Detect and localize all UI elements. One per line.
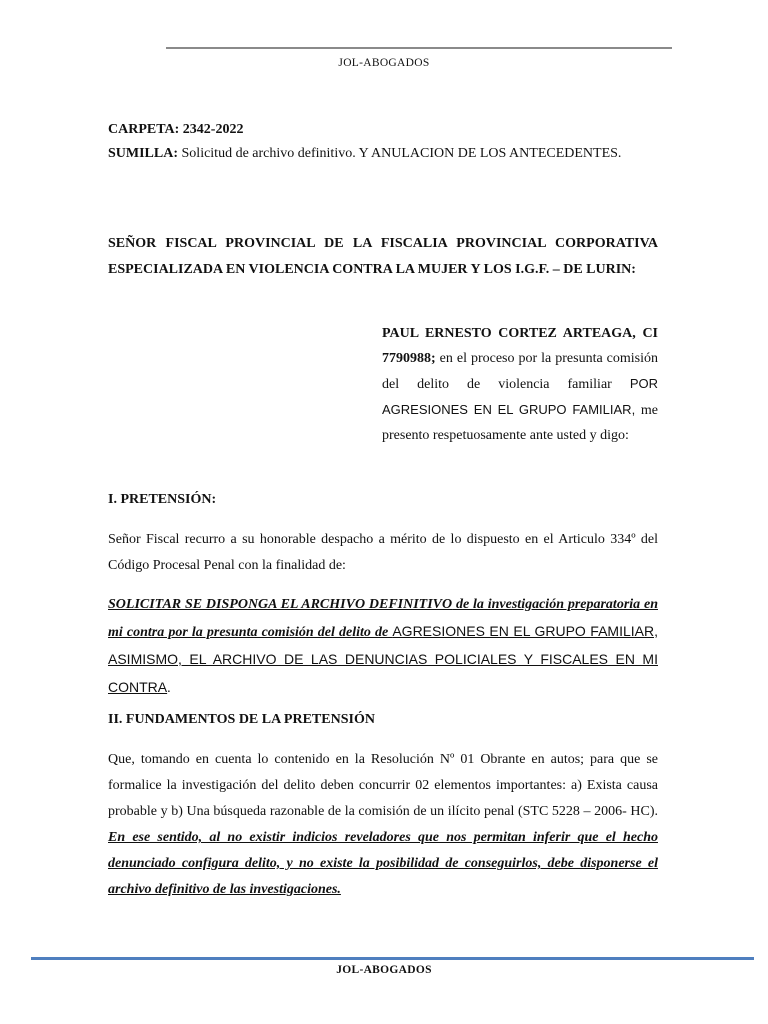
case-number <box>108 117 658 143</box>
pretension-paragraph: Señor Fiscal recurro a su honorable despacho a mérito de lo dispuesto en el Articulo 334º del Código Procesal Penal con la finalidad de: <box>108 532 658 573</box>
footer-rule <box>31 957 754 960</box>
party-text-1: en el proceso por la presunta comisión del delito de violencia familiar <box>382 351 658 392</box>
party-name: PAUL ERNESTO CORTEZ ARTEAGA, CI 7790988; <box>382 326 658 366</box>
request-part-2: de la investigación preparatoria en mi contra por la presunta comisión del delito de <box>108 597 658 640</box>
sumilla-text: Solicitud de archivo definitivo. Y ANULACION DE LOS ANTECEDENTES. <box>178 146 622 161</box>
request-paragraph <box>108 592 658 702</box>
party-introduction <box>382 321 658 448</box>
footer-title: JOL-ABOGADOS <box>336 964 432 976</box>
header-rule <box>166 47 672 49</box>
carpeta-label: CARPETA: 2342-2022 <box>108 122 244 137</box>
sumilla-section <box>108 141 658 167</box>
request-part-1: SOLICITAR SE DISPONGA EL ARCHIVO DEFINITIVO <box>108 597 453 612</box>
fundamentos-plain: Que, tomando en cuenta lo contenido en la Resolución Nº 01 Obrante en autos; para que se formalice la investigación del delito deben concurrir 02 elementos importantes: a) Exista causa probable y b) Una búsqueda razonable de la comisión de un ilícito penal (STC 5228 – 2006- HC). <box>108 752 658 819</box>
party-text-2: POR AGRESIONES EN EL GRUPO FAMILIAR, <box>382 376 658 417</box>
fundamentos-emphasis: En ese sentido, al no existir indicios reveladores que nos permitan inferir que el hecho denunciado configura delito, y no existe la posibilidad de conseguirlos, debe disponerse el archivo definitivo de las investigaciones. <box>108 830 658 897</box>
fundamentos-paragraph <box>108 747 658 903</box>
header-title: JOL-ABOGADOS <box>338 57 430 69</box>
request-end: . <box>167 681 171 696</box>
party-text-3: me presento respetuosamente ante usted y digo: <box>382 403 658 443</box>
request-part-3: AGRESIONES EN EL GRUPO FAMILIAR, ASIMISMO, EL ARCHIVO DE LAS DENUNCIAS POLICIALES Y FISCALES EN MI CONTRA <box>108 623 658 695</box>
addressee: SEÑOR FISCAL PROVINCIAL DE LA FISCALIA PROVINCIAL CORPORATIVA ESPECIALIZADA EN VIOLENCIA CONTRA LA MUJER Y LOS I.G.F. – DE LURIN: <box>108 236 658 277</box>
pretension-heading: I. PRETENSIÓN: <box>108 492 217 507</box>
sumilla-label: SUMILLA: <box>108 146 179 161</box>
fundamentos-heading: II. FUNDAMENTOS DE LA PRETENSIÓN <box>108 712 375 727</box>
